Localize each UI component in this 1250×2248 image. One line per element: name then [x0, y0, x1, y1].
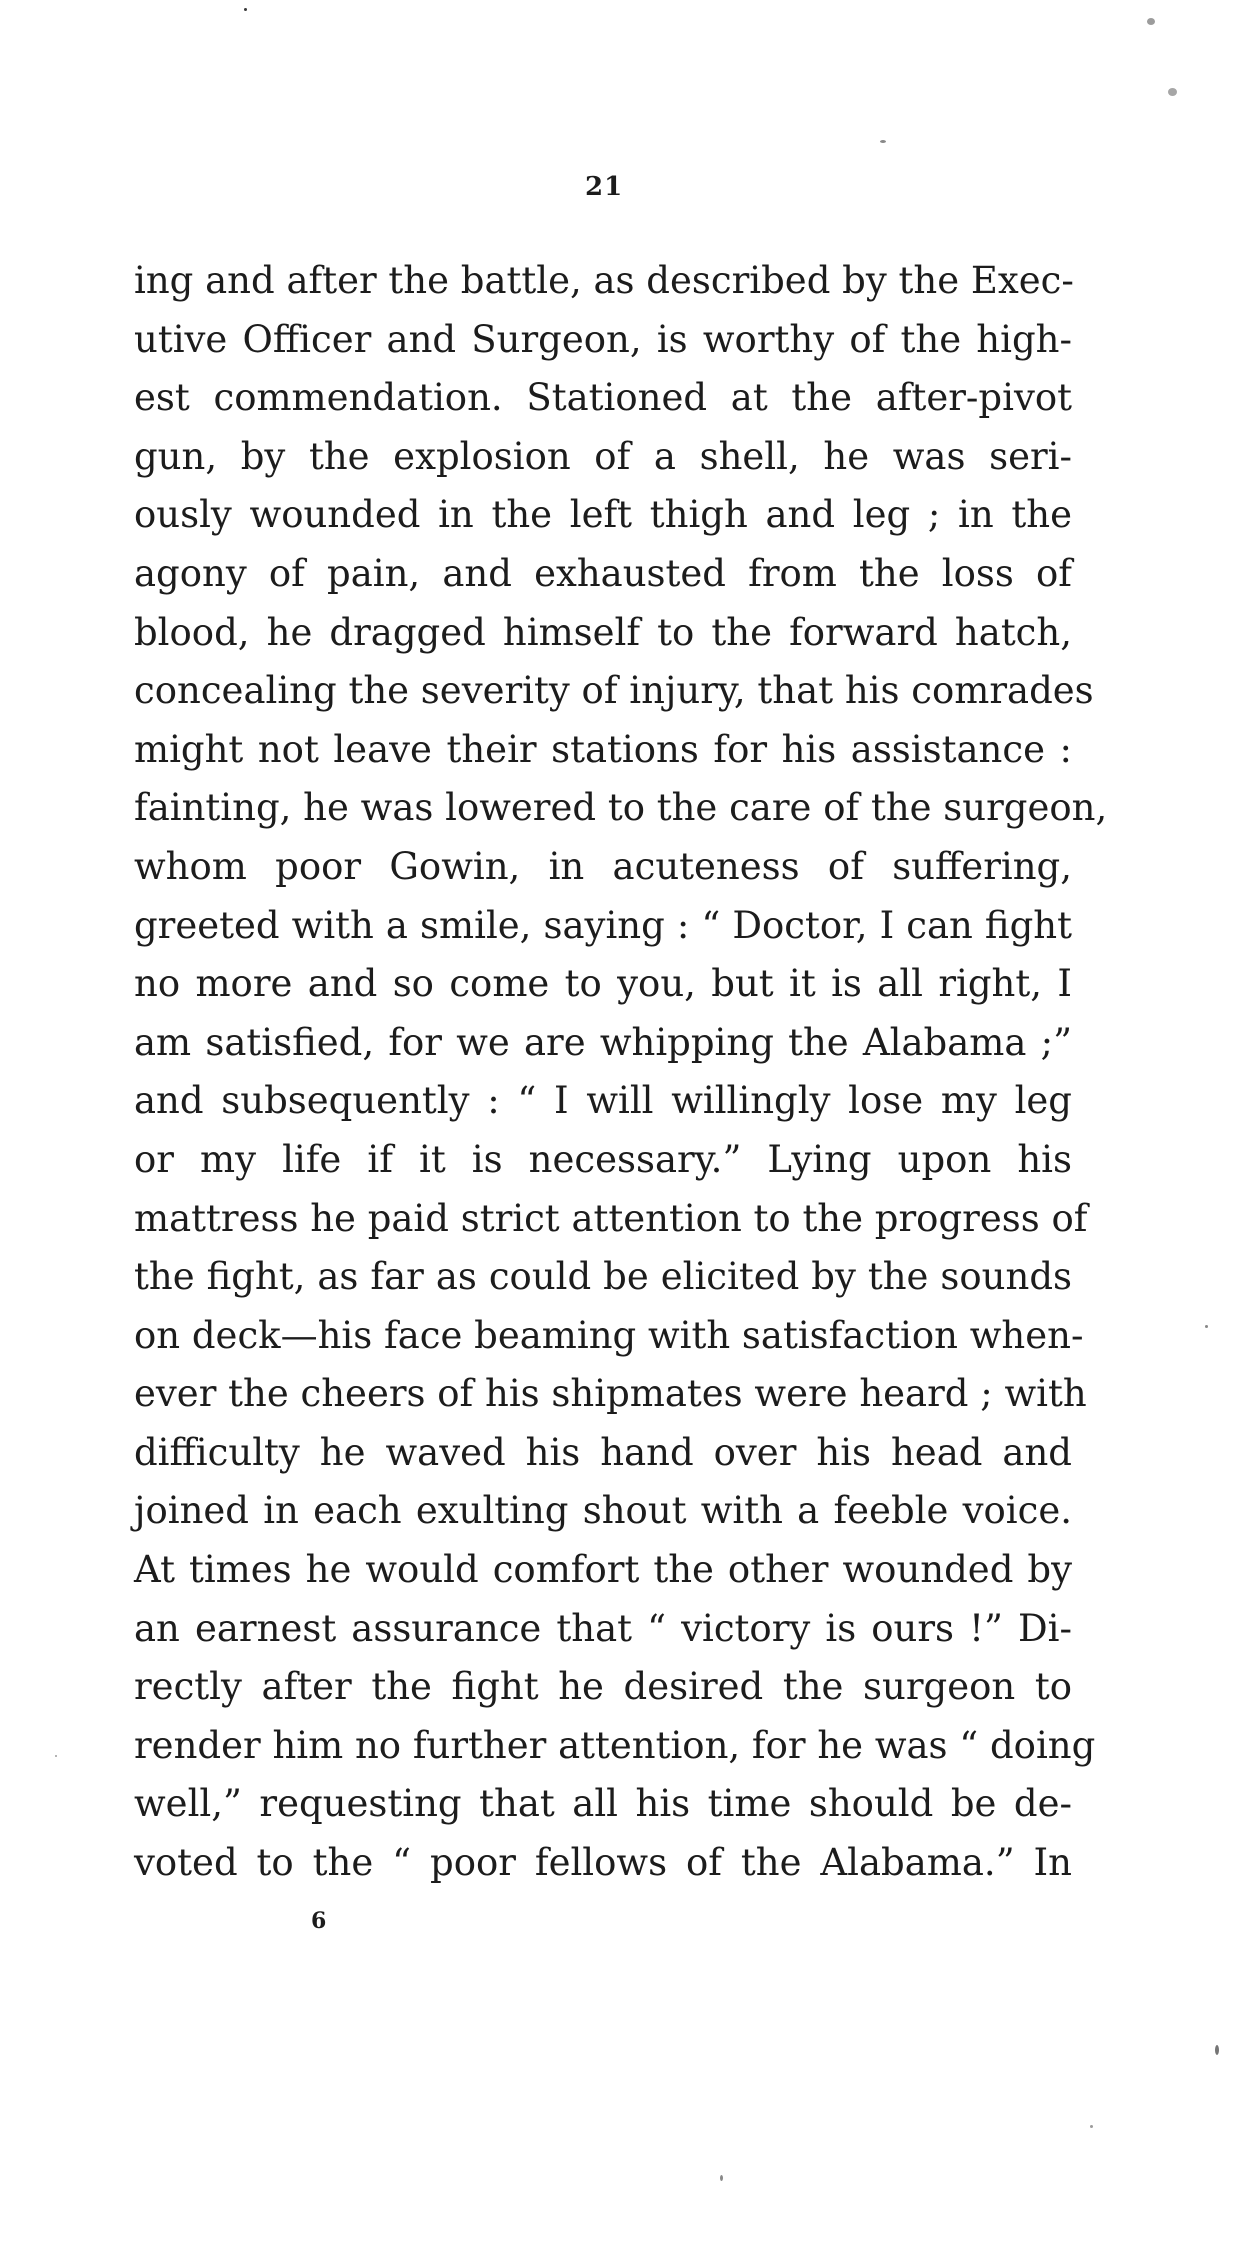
- text-line: concealing the severity of injury, that his comrades: [134, 669, 1094, 713]
- text-line: an earnest assurance that “ victory is ours !” Di-: [134, 1606, 1072, 1650]
- text-line: on deck—his face beaming with satisfaction when-: [134, 1313, 1084, 1357]
- text-line: whom poor Gowin, in acuteness of suffering,: [134, 844, 1072, 888]
- text-line: no more and so come to you, but it is all right, I: [134, 962, 1072, 1006]
- paper-speck: [880, 140, 886, 143]
- text-line: rectly after the fight he desired the surgeon to: [134, 1665, 1072, 1709]
- paper-speck: [244, 8, 247, 11]
- text-line: or my life if it is necessary.” Lying upon his: [134, 1137, 1072, 1181]
- text-line: blood, he dragged himself to the forward hatch,: [134, 610, 1072, 654]
- text-line: agony of pain, and exhausted from the loss of: [134, 551, 1072, 595]
- text-line: greeted with a smile, saying : “ Doctor, I can fight: [134, 903, 1072, 947]
- text-line: mattress he paid strict attention to the progress of: [134, 1196, 1088, 1240]
- text-line: render him no further attention, for he was “ doing: [134, 1723, 1096, 1767]
- text-line: ously wounded in the left thigh and leg ; in the: [134, 493, 1072, 537]
- text-line: and subsequently : “ I will willingly lose my leg: [134, 1079, 1072, 1123]
- paper-speck: [1090, 2125, 1093, 2128]
- text-line: ever the cheers of his shipmates were heard ; with: [134, 1372, 1087, 1416]
- text-line: am satisfied, for we are whipping the Alabama ;”: [134, 1020, 1072, 1064]
- text-line: gun, by the explosion of a shell, he was seri-: [134, 434, 1072, 478]
- paper-speck: [720, 2175, 723, 2181]
- signature-mark: 6: [311, 1908, 327, 1934]
- text-line: est commendation. Stationed at the after-pivot: [134, 376, 1072, 420]
- text-line: voted to the “ poor fellows of the Alabama.” In: [134, 1841, 1072, 1885]
- text-line: the fight, as far as could be elicited by the sounds: [134, 1255, 1072, 1299]
- text-line: utive Officer and Surgeon, is worthy of the high-: [134, 317, 1072, 361]
- text-line: difficulty he waved his hand over his head and: [134, 1430, 1072, 1474]
- body-text: [134, 252, 1108, 1893]
- text-line: well,” requesting that all his time should be de-: [134, 1782, 1072, 1826]
- paper-speck: [1147, 18, 1155, 25]
- text-line: might not leave their stations for his assistance :: [134, 727, 1072, 771]
- paper-speck: [1205, 1325, 1208, 1328]
- text-line: ing and after the battle, as described by the Exec-: [134, 259, 1074, 302]
- text-line: fainting, he was lowered to the care of the surgeon,: [134, 786, 1108, 830]
- text-line: At times he would comfort the other wounded by: [134, 1548, 1072, 1592]
- paper-speck: [55, 1755, 57, 1757]
- text-line: joined in each exulting shout with a feeble voice.: [134, 1489, 1072, 1533]
- page-number: 21: [585, 172, 624, 202]
- paper-speck: [1215, 2045, 1219, 2055]
- paper-speck: [1168, 88, 1177, 96]
